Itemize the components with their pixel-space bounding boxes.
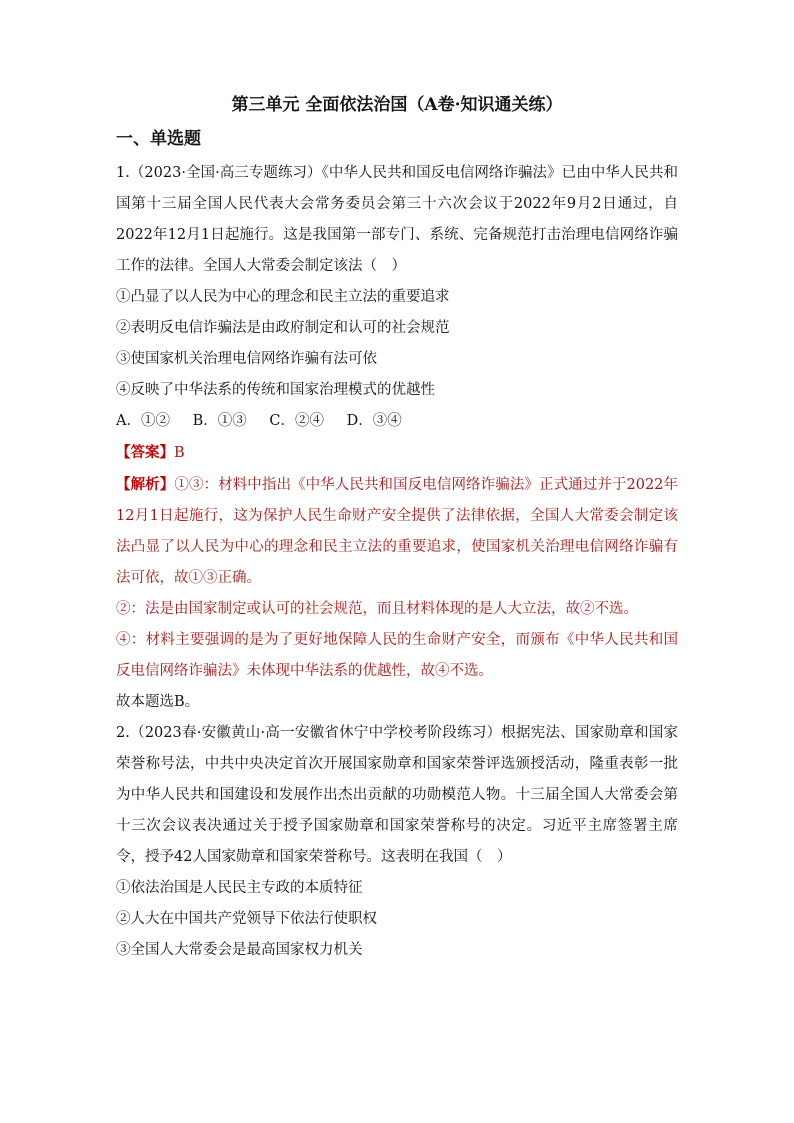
question-1 bbox=[116, 158, 678, 718]
question-stem: 1.（2023·全国·高三专题练习）《中华人民共和国反电信网络诈骗法》已由中华人民共和国第十三届全国人民代表大会常务委员会第三十六次会议于2022年9月2日通过，自2022年12月1日起施行。这是我国第一部专门、系统、完备规范打击治理电信网络诈骗工作的法律。全国人大常委会制定该法（ ） bbox=[116, 165, 678, 274]
option-c: C．②④ bbox=[269, 413, 324, 429]
document-page bbox=[116, 92, 678, 966]
answer-options bbox=[116, 406, 678, 437]
section-heading: 一、单选题 bbox=[116, 129, 201, 149]
analysis-paragraph bbox=[116, 469, 678, 594]
analysis-paragraph: ④：材料主要强调的是为了更好地保障人民的生命财产安全，而颁布《中华人民共和国反电信网络诈骗法》未体现中华法系的优越性，故④不选。 bbox=[116, 632, 678, 679]
analysis-paragraph: ②：法是由国家制定或认可的社会规范，而且材料体现的是人大立法，故②不选。 bbox=[116, 601, 638, 617]
statement-item: ②表明反电信诈骗法是由政府制定和认可的社会规范 bbox=[116, 320, 450, 336]
analysis-label: 【解析】 bbox=[116, 476, 175, 493]
statement-item: ③使国家机关治理电信网络诈骗有法可依 bbox=[116, 351, 377, 367]
statement-item: ①凸显了以人民为中心的理念和民主立法的重要追求 bbox=[116, 289, 450, 305]
answer-line bbox=[116, 437, 678, 469]
answer-value: B bbox=[174, 445, 185, 461]
statement-item: ①依法治国是人民民主专政的本质特征 bbox=[116, 880, 363, 896]
option-b: B．①③ bbox=[192, 413, 247, 429]
answer-label: 【答案】 bbox=[116, 444, 174, 461]
option-a: A．①② bbox=[116, 413, 170, 429]
question-stem: 2.（2023春·安徽黄山·高一安徽省休宁中学校考阶段练习）根据宪法、国家勋章和国家荣誉称号法，中共中央决定首次开展国家勋章和国家荣誉评选颁授活动，隆重表彰一批为中华人民共和国建设和发展作出杰出贡献的功勋模范人物。十三届全国人大常委会第十三次会议表决通过关于授予国家勋章和国家荣誉称号的决定。习近平主席签署主席令，授予42人国家勋章和国家荣誉称号。这表明在我国（ ） bbox=[116, 725, 678, 865]
question-2 bbox=[116, 718, 678, 966]
conclusion: 故本题选B。 bbox=[116, 694, 200, 710]
statement-item: ③全国人大常委会是最高国家权力机关 bbox=[116, 942, 363, 958]
option-d: D．③④ bbox=[346, 413, 402, 429]
statement-item: ②人大在中国共产党领导下依法行使职权 bbox=[116, 911, 377, 927]
statement-item: ④反映了中华法系的传统和国家治理模式的优越性 bbox=[116, 382, 435, 398]
analysis-text: ①③：材料中指出《中华人民共和国反电信网络诈骗法》正式通过并于2022年12月1日起施行，这为保护人民生命财产安全提供了法律依据，全国人大常委会制定该法凸显了以人民为中心的理念和民主立法的重要追求，使国家机关治理电信网络诈骗有法可依，故①③正确。 bbox=[116, 477, 678, 586]
page-title: 第三单元 全面依法治国（A卷·知识通关练） bbox=[231, 95, 563, 115]
